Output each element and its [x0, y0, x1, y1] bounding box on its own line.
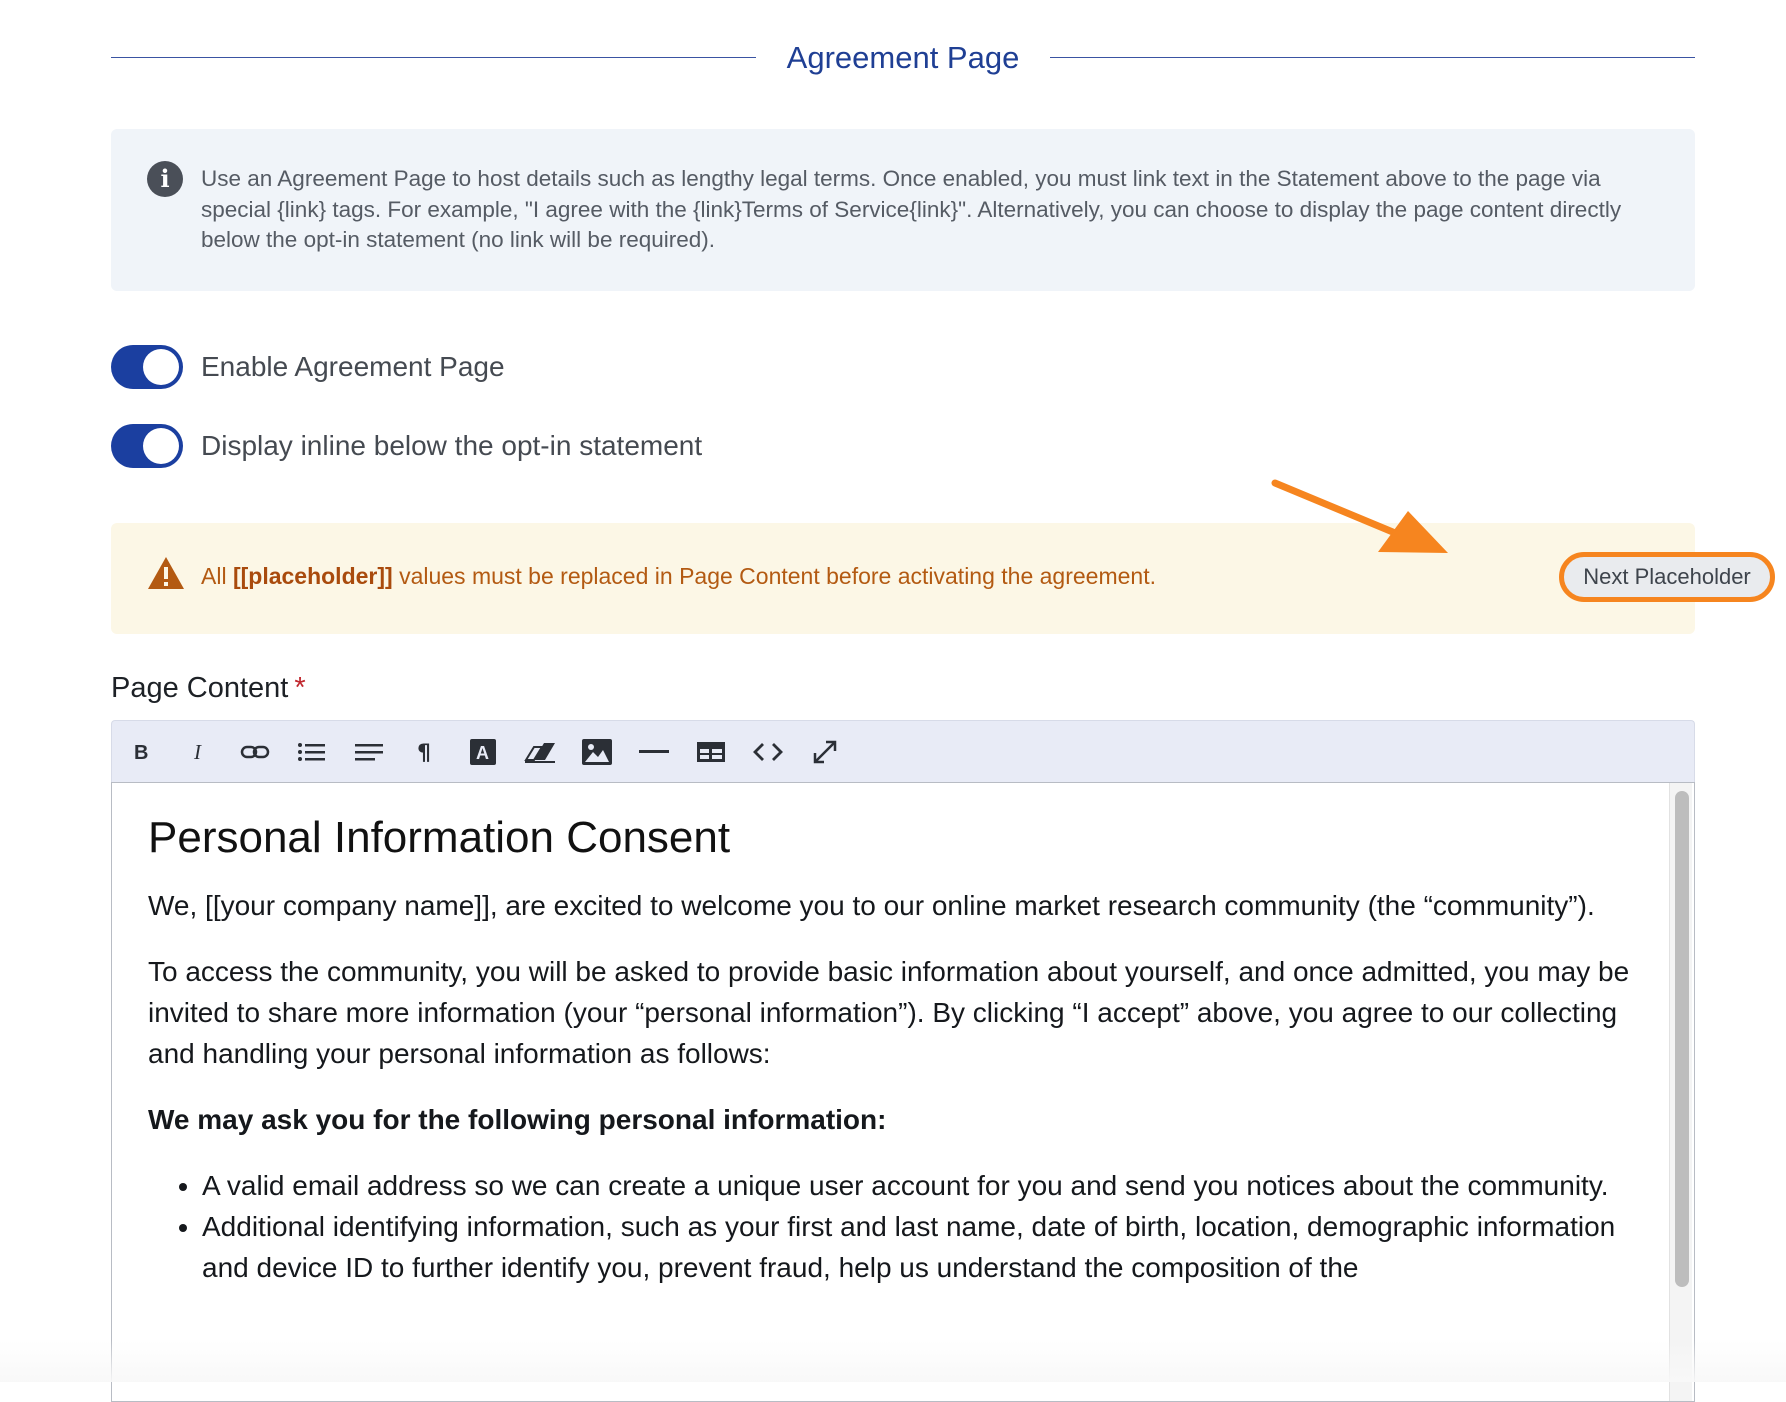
info-text: Use an Agreement Page to host details such as lengthy legal terms. Once enabled, you must link text in the Statement above to the page via special {link} tags. For example, "I agree with the {link}Terms of Service{link}". Alternatively, you can choose to display the page content directly below the opt-in statement (no link will be required). — [201, 166, 1622, 252]
italic-icon[interactable] — [182, 736, 214, 768]
section-title: Agreement Page — [786, 40, 1020, 75]
content-paragraph: We, [[your company name]], are excited to welcome you to our online market research community (the “community”). — [148, 890, 1595, 921]
annotation-arrow-icon — [1270, 478, 1670, 558]
svg-text:I: I — [194, 741, 201, 763]
svg-text:A: A — [476, 743, 489, 763]
info-callout — [111, 129, 1695, 291]
editor-toolbar — [111, 720, 1695, 782]
editor-content — [148, 813, 1648, 1288]
bottom-fade — [0, 1340, 1786, 1382]
editor-scrollbar[interactable] — [1669, 783, 1692, 1401]
display-inline-row — [111, 424, 702, 468]
svg-text:B: B — [134, 742, 149, 763]
image-icon[interactable] — [581, 736, 613, 768]
warning-prefix: All — [201, 563, 233, 589]
display-inline-label: Display inline below the opt-in statement — [201, 430, 703, 461]
scrollbar-thumb[interactable] — [1675, 791, 1689, 1287]
next-placeholder-button[interactable]: Next Placeholder — [1559, 552, 1775, 602]
warning-text — [201, 563, 1156, 590]
link-icon[interactable] — [239, 736, 271, 768]
section-header — [111, 36, 1695, 80]
fullscreen-icon[interactable] — [809, 736, 841, 768]
content-bold-paragraph: We may ask you for the following personal information: — [148, 1104, 887, 1135]
table-icon[interactable] — [695, 736, 727, 768]
enable-agreement-row — [111, 345, 505, 389]
enable-agreement-toggle[interactable] — [111, 345, 183, 389]
page-content-label — [111, 672, 306, 705]
list-item: • Additional identifying information, such as your first and last name, date of birth, location, demographic information and device ID to further identify you, prevent fraud, help us understand the composition of the — [202, 1206, 1648, 1288]
eraser-icon[interactable] — [524, 736, 556, 768]
svg-text:¶: ¶ — [417, 741, 431, 764]
info-icon: i — [147, 161, 183, 197]
bulleted-list-icon[interactable] — [296, 736, 328, 768]
text-color-icon[interactable] — [467, 736, 499, 768]
required-mark: * — [294, 672, 306, 704]
paragraph-icon[interactable] — [410, 736, 442, 768]
toggle-knob — [143, 428, 179, 464]
warning-suffix: values must be replaced in Page Content before activating the agreement. — [392, 563, 1156, 589]
toggle-knob — [143, 349, 179, 385]
content-list — [148, 1165, 1648, 1288]
page-content-editor[interactable] — [111, 782, 1695, 1402]
divider-right — [1050, 57, 1695, 58]
code-icon[interactable] — [752, 736, 784, 768]
enable-agreement-label: Enable Agreement Page — [201, 351, 505, 382]
content-paragraph: To access the community, you will be asked to provide basic information about yourself, and once admitted, you may be invited to share more information (your “personal information”). By clicking “I accept” above, you agree to our collecting and handling your personal information as follows: — [148, 956, 1630, 1069]
list-item: • A valid email address so we can create a unique user account for you and send you notices about the community. — [202, 1165, 1648, 1206]
horizontal-rule-icon[interactable] — [638, 736, 670, 768]
page-content-label-text: Page Content — [111, 672, 289, 704]
divider-left — [111, 57, 756, 58]
warning-icon — [147, 556, 185, 590]
placeholder-token: [[placeholder]] — [232, 563, 393, 589]
bold-icon[interactable] — [125, 736, 157, 768]
display-inline-toggle[interactable] — [111, 424, 183, 468]
align-icon[interactable] — [353, 736, 385, 768]
content-heading: Personal Information Consent — [148, 813, 731, 862]
